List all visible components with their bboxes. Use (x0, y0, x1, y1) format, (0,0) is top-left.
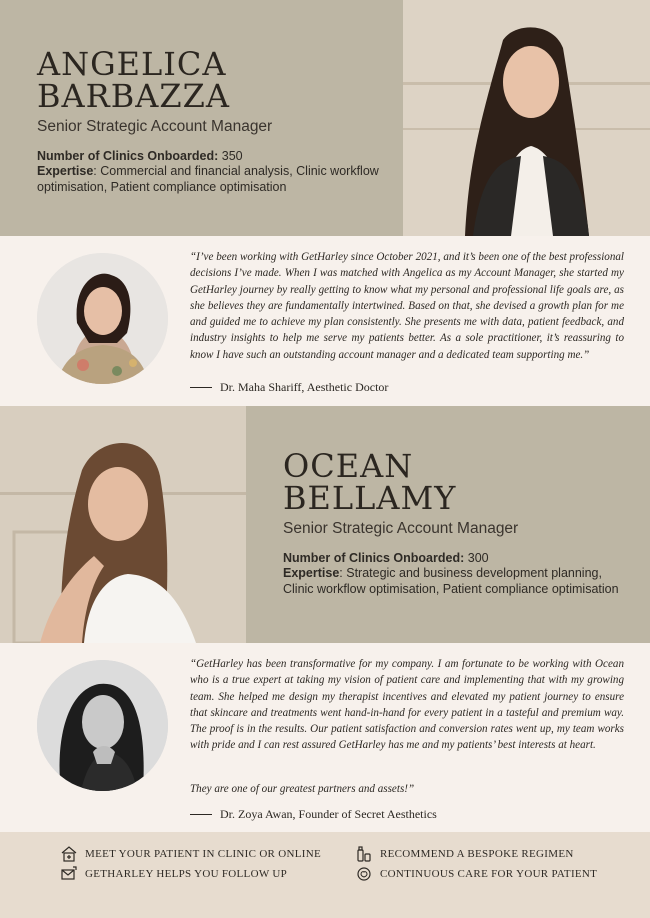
avatar (37, 253, 168, 384)
features-footer (0, 832, 650, 918)
clinics-onboarded (37, 148, 397, 164)
continuous-care-icon (355, 866, 373, 882)
expertise (283, 566, 633, 597)
profile-section-angelica (0, 0, 650, 236)
expertise-label: Expertise (283, 566, 340, 580)
avatar (37, 660, 168, 791)
profile-role: Senior Strategic Account Manager (283, 520, 519, 537)
clinics-label: Number of Clinics Onboarded: (37, 149, 219, 163)
portrait-photo (0, 406, 246, 643)
feature-item (60, 846, 321, 862)
attribution-dash (190, 387, 212, 388)
testimonial-quote: “GetHarley has been transformative for my company. I am fortunate to be working with Ocean who is a true expert at taking my vision of patient care and implementing that with my growing team. She helped me design my therapist incentives and elevated my patient journey to ensure that skincare and treatments went hand-in-hand for every patient in a tasteful and premium way. The proof is in the results. Our patient satisfaction and conversion rates went up, my team works with pride and I can rest assured GetHarley has me and my patients’ best interests at heart. (190, 658, 624, 752)
regimen-icon (355, 846, 373, 862)
clinic-icon (60, 846, 78, 862)
profile-first-name: ANGELICA (37, 45, 227, 83)
author-name: Dr. Maha Shariff, Aesthetic Doctor (220, 380, 389, 394)
testimonial-author (190, 380, 388, 395)
feature-label: CONTINUOUS CARE FOR YOUR PATIENT (380, 868, 598, 880)
expertise-label: Expertise (37, 164, 94, 178)
testimonial-section-1 (0, 236, 650, 406)
testimonial-quote: “I’ve been working with GetHarley since October 2021, and it’s been one of the best professional decisions I’ve made. When I was matched with Angelica as my Account Manager, she started my GetHarley journey by really getting to know what my personal and professional life goals are, as she believes they are fundamentally intertwined. Based on that, she devised a growth plan for me and guided me to achieve my plan consistently. She presents me with data, patient feedback, and industry insights to help me serve my patients better. As a sole practitioner, it’s reassuring to know I have such an outstanding account manager and a dedicated team supporting me.” (190, 251, 624, 361)
avatar-illustration (37, 253, 168, 384)
clinics-value: 300 (467, 551, 489, 565)
clinics-onboarded (283, 550, 633, 566)
follow-up-icon (60, 866, 78, 882)
profile-section-ocean (0, 406, 650, 643)
portrait-photo (403, 0, 650, 236)
author-name: Dr. Zoya Awan, Founder of Secret Aesthetics (220, 807, 437, 821)
feature-label: GETHARLEY HELPS YOU FOLLOW UP (85, 868, 288, 880)
feature-label: MEET YOUR PATIENT IN CLINIC OR ONLINE (85, 848, 321, 860)
profile-text (283, 447, 633, 597)
profile-role: Senior Strategic Account Manager (37, 118, 273, 135)
attribution-dash (190, 814, 212, 815)
feature-item (60, 866, 287, 882)
feature-item (355, 846, 574, 862)
profile-last-name: BARBAZZA (37, 77, 230, 115)
testimonial-quote-tail: They are one of our greatest partners and assets!” (190, 783, 415, 795)
testimonial-author (190, 807, 437, 822)
clinics-value: 350 (221, 149, 243, 163)
expertise-value: : Commercial and financial analysis, Clinic workflow optimisation, Patient compliance optimisation (37, 164, 379, 194)
feature-label: RECOMMEND A BESPOKE REGIMEN (380, 848, 574, 860)
expertise (37, 164, 397, 195)
feature-item (355, 866, 597, 882)
portrait-illustration (0, 406, 246, 643)
avatar-illustration (37, 660, 168, 791)
profile-text (37, 45, 397, 195)
testimonial-section-2 (0, 643, 650, 832)
clinics-label: Number of Clinics Onboarded: (283, 551, 465, 565)
profile-last-name: BELLAMY (283, 479, 457, 517)
portrait-illustration (403, 0, 650, 236)
expertise-value: : Strategic and business development planning, Clinic workflow optimisation, Patient compliance optimisation (283, 566, 619, 596)
profile-first-name: OCEAN (283, 447, 414, 485)
